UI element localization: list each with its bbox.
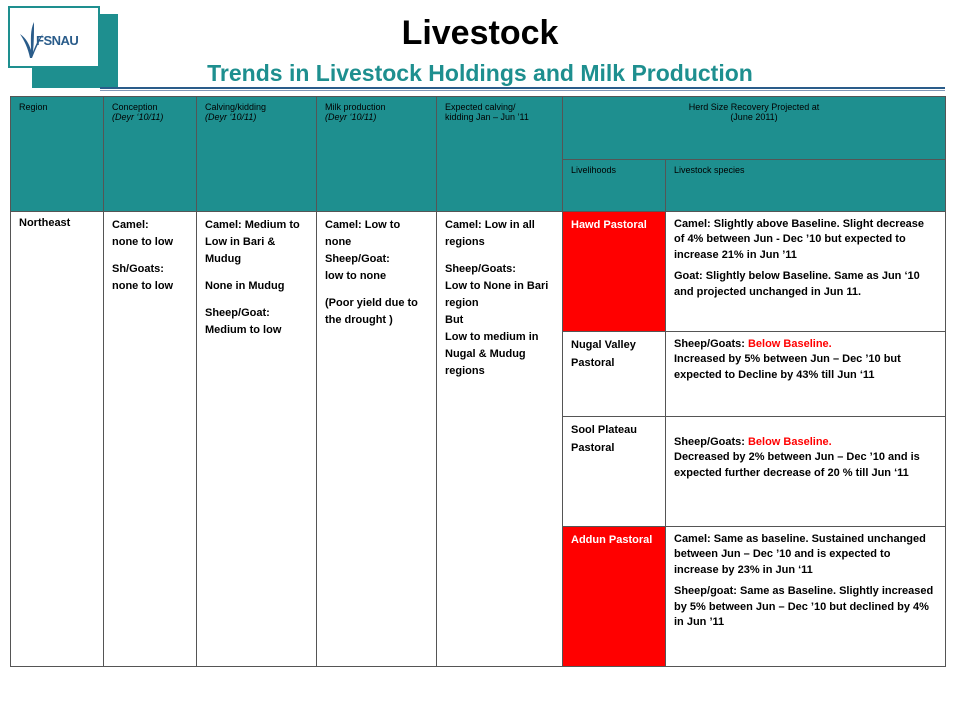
region-cell: Northeast — [11, 212, 104, 667]
header-milk: Milk production (Deyr ‘10/11) — [317, 97, 437, 212]
header-expected: Expected calving/ kidding Jan – Jun ’11 — [437, 97, 563, 212]
calving-cell: Camel: Medium to Low in Bari & Mudug None in Mudug Sheep/Goat: Medium to low — [197, 212, 317, 667]
page-subtitle: Trends in Livestock Holdings and Milk Production — [207, 60, 753, 86]
header-calving: Calving/kidding (Deyr ‘10/11) — [197, 97, 317, 212]
livelihood-nugal: Nugal Valley Pastoral — [563, 332, 666, 417]
title-rule-thin — [100, 90, 945, 91]
title-rule — [100, 87, 945, 89]
header-species: Livestock species — [666, 160, 946, 212]
header-herd: Herd Size Recovery Projected at (June 2011) — [563, 97, 946, 160]
header-row — [11, 97, 946, 160]
species-hawd: Camel: Slightly above Baseline. Slight decrease of 4% between Jun - Dec ’10 but expected to increase 21% in Jun ’11 Goat: Slightly below Baseline. Same as Jun ‘10 and projected unchanged in Jun 11. — [666, 212, 946, 332]
livelihood-addun: Addun Pastoral — [563, 527, 666, 667]
expected-cell: Camel: Low in all regions Sheep/Goats: Low to None in Bari region But Low to medium in Nugal & Mudug regions — [437, 212, 563, 667]
logo-text: FSNAU — [36, 33, 79, 48]
header-livelihoods: Livelihoods — [563, 160, 666, 212]
species-nugal: Sheep/Goats: Below Baseline. Increased by 5% between Jun – Dec ’10 but expected to Decline by 43% till Jun ‘11 — [666, 332, 946, 417]
livestock-table — [10, 96, 946, 667]
page-title: Livestock — [401, 14, 559, 52]
livelihood-sool: Sool Plateau Pastoral — [563, 417, 666, 527]
header-region: Region — [11, 97, 104, 212]
species-sool: Sheep/Goats: Below Baseline. Decreased by 2% between Jun – Dec ’10 and is expected further decrease of 20 % till Jun ‘11 — [666, 417, 946, 527]
milk-cell: Camel: Low to none Sheep/Goat: low to none (Poor yield due to the drought ) — [317, 212, 437, 667]
header-conception: Conception (Deyr ‘10/11) — [104, 97, 197, 212]
table-row — [11, 212, 946, 332]
conception-cell: Camel: none to low Sh/Goats: none to low — [104, 212, 197, 667]
species-addun: Camel: Same as baseline. Sustained unchanged between Jun – Dec ’10 and is expected to increase by 23% in Jun ‘11 Sheep/goat: Same as Baseline. Slightly increased by 5% between Jun – Dec ’10 but declined by 4% in Jun ’11 — [666, 527, 946, 667]
livelihood-hawd: Hawd Pastoral — [563, 212, 666, 332]
